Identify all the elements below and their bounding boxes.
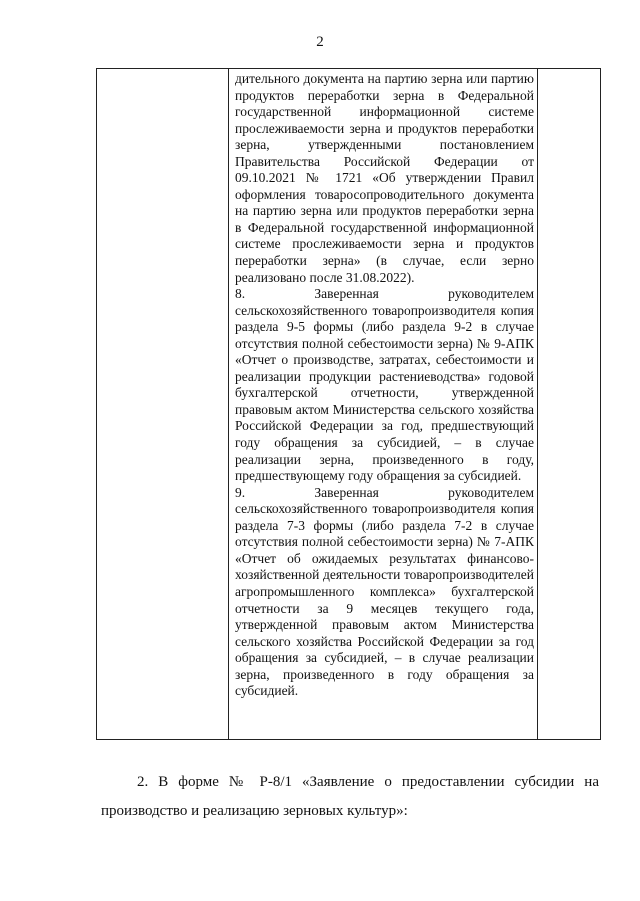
table-cell-empty-right xyxy=(538,69,601,740)
table-cell-empty-left xyxy=(97,69,229,740)
page-number: 2 xyxy=(316,34,324,50)
cell-paragraph-continued: дительного документа на партию зерна или партию продуктов переработки зерна в Федеральной государственной информационной системе прослеживаемости зерна и продуктов переработки зерна, утвержденными постановлением Правительства Российской Федерации от 09.10.2021 № 1721 «Об утверждении Правил оформления товаросопроводительного документа на партию зерна или продуктов переработки зерна в Федеральной государственной информационной системе прослеживаемости зерна и продуктов переработки зерна» (в случае, если зерно реализовано после 31.08.2022). xyxy=(235,71,534,285)
table-cell-text xyxy=(229,69,538,740)
document-table xyxy=(96,68,601,740)
cell-paragraph-item-8: 8. Заверенная руководителем сельскохозяйственного товаропроизводителя копия раздела 9-5 формы (либо раздела 9-2 в случае отсутствия полной себестоимости зерна) № 9-АПК «Отчет о производстве, затратах, себестоимости и реализации продукции растениеводства» годовой бухгалтерской отчетности, утвержденной правовым актом Министерства сельского хозяйства Российской Федерации за год, предшествующий году обращения за субсидией, – в случае реализации зерна, произведенного в году, предшествующему году обращения за субсидией. xyxy=(235,286,534,484)
cell-paragraph-item-9: 9. Заверенная руководителем сельскохозяйственного товаропроизводителя копия раздела 7-3 формы (либо раздела 7-2 в случае отсутствия полной себестоимости зерна) № 7-АПК «Отчет об ожидаемых результатах финансово-хозяйственной деятельности товаропроизводителей агропромышленного комплекса» бухгалтерской отчетности за 9 месяцев текущего года, утвержденной правовым актом Министерства сельского хозяйства Российской Федерации за год обращения за субсидией, – в случае реализации зерна, произведенного в году обращения за субсидией. xyxy=(235,484,534,699)
cell-content xyxy=(229,69,537,700)
table-row xyxy=(97,69,601,740)
body-paragraph: 2. В форме № Р-8/1 «Заявление о предоставлении субсидии на производство и реализацию зерновых культур»: xyxy=(101,774,599,819)
